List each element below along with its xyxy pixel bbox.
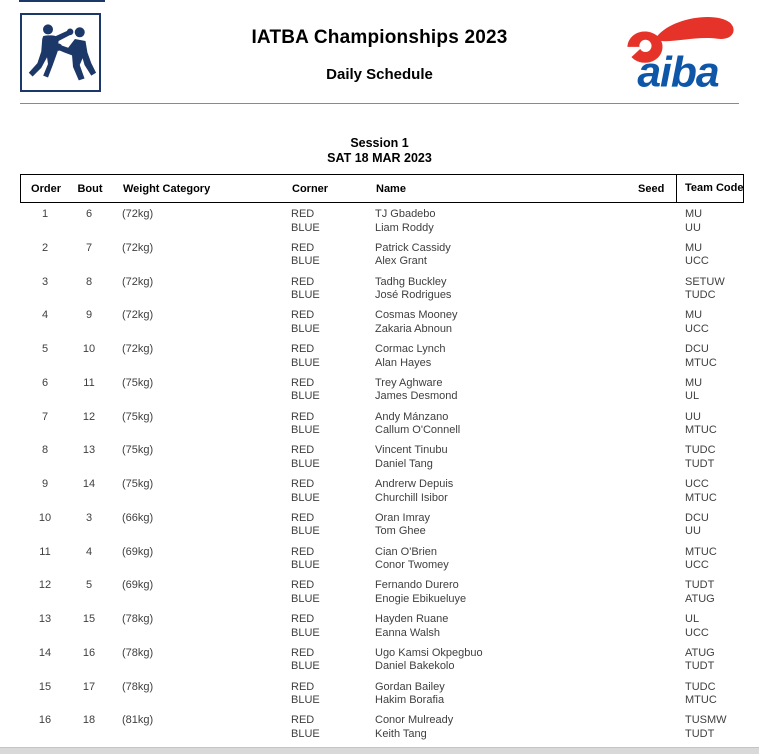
red-corner-label: RED — [291, 511, 315, 524]
red-boxer-name: Tadhg Buckley — [375, 275, 447, 288]
red-boxer-name: Vincent Tinubu — [375, 444, 448, 457]
red-boxer-name: Cian O'Brien — [375, 545, 438, 558]
order-cell: 9 — [41, 478, 49, 490]
table-row — [20, 439, 744, 473]
red-corner-label: RED — [291, 444, 315, 457]
order-cell: 5 — [41, 343, 49, 355]
blue-boxer-name: Alex Grant — [375, 255, 427, 268]
blue-corner-label: BLUE — [291, 491, 320, 504]
blue-corner-label: BLUE — [291, 559, 320, 571]
bout-cell: 4 — [85, 545, 93, 558]
red-team-code: MU — [685, 309, 703, 322]
red-corner-label: RED — [291, 208, 315, 220]
order-cell: 8 — [41, 444, 49, 457]
column-header-team-code: Team Code — [685, 182, 744, 194]
table-row — [20, 271, 744, 305]
blue-corner-label: BLUE — [291, 289, 320, 301]
red-boxer-name: Patrick Cassidy — [375, 241, 451, 254]
blue-corner-label: BLUE — [291, 727, 320, 740]
blue-corner-label: BLUE — [291, 322, 320, 335]
blue-team-code: UCC — [685, 322, 709, 335]
blue-boxer-name: Eanna Walsh — [375, 626, 441, 639]
red-team-code: TUDT — [685, 579, 715, 592]
window-bottom-edge — [0, 747, 759, 754]
order-cell: 7 — [41, 410, 49, 423]
red-boxer-name: Fernando Durero — [375, 579, 459, 592]
blue-team-code: UU — [685, 525, 701, 538]
red-team-code: SETUW — [685, 275, 725, 288]
blue-team-code: TUDT — [685, 727, 715, 740]
red-corner-label: RED — [291, 545, 315, 558]
bout-cell: 5 — [85, 579, 93, 592]
red-corner-label: RED — [291, 579, 315, 592]
session-header — [0, 136, 759, 166]
blue-boxer-name: Liam Roddy — [375, 221, 434, 234]
red-boxer-name: Cosmas Mooney — [375, 309, 458, 322]
table-row — [20, 203, 744, 237]
blue-team-code: UU — [685, 221, 701, 234]
header-divider-line — [20, 103, 739, 104]
table-row — [20, 574, 744, 608]
aiba-logo-icon — [616, 9, 744, 95]
blue-team-code: MTUC — [685, 491, 717, 504]
red-boxer-name: Cormac Lynch — [375, 343, 446, 355]
bout-cell: 15 — [82, 613, 96, 625]
table-row — [20, 709, 744, 743]
bout-cell: 9 — [85, 309, 93, 322]
red-corner-label: RED — [291, 410, 315, 423]
blue-corner-label: BLUE — [291, 592, 320, 605]
order-cell: 15 — [38, 680, 52, 693]
red-corner-label: RED — [291, 343, 315, 355]
order-cell: 12 — [38, 579, 52, 592]
red-boxer-name: Andy Mánzano — [375, 410, 449, 423]
red-boxer-name: Hayden Ruane — [375, 613, 449, 625]
schedule-table — [20, 174, 744, 743]
page-title: IATBA Championships 2023 — [251, 27, 508, 48]
weight-category-cell: (72kg) — [122, 208, 154, 220]
red-boxer-name: TJ Gbadebo — [375, 208, 436, 220]
red-corner-label: RED — [291, 478, 315, 490]
order-cell: 1 — [41, 208, 49, 220]
column-header-name: Name — [376, 182, 406, 195]
column-header-weight-category: Weight Category — [123, 182, 211, 195]
weight-category-cell: (75kg) — [122, 376, 154, 389]
blue-boxer-name: Tom Ghee — [375, 525, 426, 538]
blue-corner-label: BLUE — [291, 626, 320, 639]
weight-category-cell: (72kg) — [122, 309, 154, 322]
blue-boxer-name: Conor Twomey — [375, 559, 449, 571]
aiba-logo — [616, 9, 744, 95]
blue-corner-label: BLUE — [291, 660, 320, 673]
table-row — [20, 541, 744, 575]
red-boxer-name: Gordan Bailey — [375, 680, 445, 693]
table-body — [20, 203, 744, 743]
red-team-code: TUSMW — [685, 714, 727, 727]
weight-category-cell: (75kg) — [122, 478, 154, 490]
red-team-code: MTUC — [685, 545, 717, 558]
blue-corner-label: BLUE — [291, 221, 320, 234]
bout-cell: 3 — [85, 511, 93, 524]
blue-team-code: TUDT — [685, 457, 715, 470]
table-row — [20, 338, 744, 372]
red-corner-label: RED — [291, 613, 315, 625]
red-team-code: DCU — [685, 343, 709, 355]
column-header-bout: Bout — [77, 182, 103, 195]
bout-cell: 14 — [82, 478, 96, 490]
bout-cell: 6 — [85, 208, 93, 220]
blue-team-code: TUDC — [685, 289, 716, 301]
bout-cell: 10 — [82, 343, 96, 355]
bout-cell: 11 — [83, 376, 95, 389]
blue-corner-label: BLUE — [291, 356, 320, 369]
order-cell: 2 — [41, 241, 49, 254]
order-cell: 11 — [39, 545, 51, 558]
blue-corner-label: BLUE — [291, 525, 320, 538]
order-cell: 14 — [38, 646, 52, 659]
red-boxer-name: Oran Imray — [375, 511, 431, 524]
session-title: Session 1 — [350, 136, 409, 150]
table-header-row — [20, 174, 744, 203]
table-row — [20, 507, 744, 541]
blue-boxer-name: Zakaria Abnoun — [375, 322, 453, 335]
blue-boxer-name: Churchill Isibor — [375, 491, 448, 504]
blue-boxer-name: Daniel Tang — [375, 457, 433, 470]
column-header-corner: Corner — [292, 182, 329, 195]
red-boxer-name: Ugo Kamsi Okpegbuo — [375, 646, 483, 659]
red-corner-label: RED — [291, 309, 315, 322]
blue-team-code: MTUC — [685, 356, 717, 369]
table-row — [20, 406, 744, 440]
red-corner-label: RED — [291, 275, 315, 288]
red-boxer-name: Trey Aghware — [375, 376, 443, 389]
bout-cell: 16 — [82, 646, 96, 659]
blue-team-code: MTUC — [685, 694, 717, 706]
red-team-code: UU — [685, 410, 701, 423]
red-corner-label: RED — [291, 714, 315, 727]
weight-category-cell: (75kg) — [122, 410, 154, 423]
blue-team-code: TUDT — [685, 660, 715, 673]
weight-category-cell: (78kg) — [122, 613, 154, 625]
page-subtitle: Daily Schedule — [326, 66, 433, 83]
red-team-code: MU — [685, 208, 703, 220]
weight-category-cell: (78kg) — [122, 680, 154, 693]
weight-category-cell: (75kg) — [122, 444, 154, 457]
blue-boxer-name: Keith Tang — [375, 727, 427, 740]
top-edge-line — [19, 0, 105, 2]
blue-boxer-name: Enogie Ebikueluye — [375, 592, 467, 605]
bout-cell: 7 — [85, 241, 93, 254]
weight-category-cell: (72kg) — [122, 241, 154, 254]
weight-category-cell: (69kg) — [122, 579, 154, 592]
table-row — [20, 473, 744, 507]
red-team-code: MU — [685, 376, 703, 389]
blue-corner-label: BLUE — [291, 390, 320, 403]
red-corner-label: RED — [291, 646, 315, 659]
red-team-code: UCC — [685, 478, 709, 490]
red-corner-label: RED — [291, 680, 315, 693]
order-cell: 13 — [38, 613, 52, 625]
bout-cell: 8 — [85, 275, 93, 288]
red-team-code: DCU — [685, 511, 709, 524]
column-header-order: Order — [31, 182, 61, 195]
order-cell: 3 — [41, 275, 49, 288]
blue-boxer-name: Hakim Borafia — [375, 694, 445, 706]
weight-category-cell: (66kg) — [122, 511, 154, 524]
order-cell: 6 — [41, 376, 49, 389]
table-row — [20, 608, 744, 642]
table-row — [20, 372, 744, 406]
blue-boxer-name: José Rodrigues — [375, 289, 452, 301]
session-date: SAT 18 MAR 2023 — [327, 151, 432, 165]
red-team-code: ATUG — [685, 646, 715, 659]
blue-boxer-name: Daniel Bakekolo — [375, 660, 455, 673]
blue-boxer-name: James Desmond — [375, 390, 458, 403]
order-cell: 4 — [41, 309, 49, 322]
bout-cell: 18 — [82, 714, 96, 727]
blue-team-code: MTUC — [685, 424, 717, 436]
table-row — [20, 304, 744, 338]
weight-category-cell: (81kg) — [122, 714, 154, 727]
blue-boxer-name: Alan Hayes — [375, 356, 432, 369]
red-boxer-name: Andrerw Depuis — [375, 478, 454, 490]
blue-team-code: UCC — [685, 559, 709, 571]
blue-corner-label: BLUE — [291, 424, 320, 436]
table-row — [20, 642, 744, 676]
bout-cell: 12 — [82, 410, 96, 423]
red-team-code: MU — [685, 241, 703, 254]
blue-team-code: UCC — [685, 255, 709, 268]
order-cell: 16 — [38, 714, 52, 727]
table-row — [20, 237, 744, 271]
bout-cell: 17 — [82, 680, 96, 693]
bout-cell: 13 — [82, 444, 96, 457]
weight-category-cell: (69kg) — [122, 545, 154, 558]
table-row — [20, 676, 744, 710]
column-header-seed: Seed — [638, 182, 665, 195]
blue-team-code: UL — [685, 390, 700, 403]
blue-corner-label: BLUE — [291, 255, 320, 268]
red-team-code: UL — [685, 613, 700, 625]
blue-boxer-name: Callum O'Connell — [375, 424, 461, 436]
blue-corner-label: BLUE — [291, 694, 320, 706]
red-corner-label: RED — [291, 376, 315, 389]
weight-category-cell: (72kg) — [122, 343, 154, 355]
aiba-wordmark: aiba — [637, 48, 719, 95]
blue-team-code: UCC — [685, 626, 709, 639]
header-column-divider — [676, 175, 677, 202]
weight-category-cell: (78kg) — [122, 646, 154, 659]
red-team-code: TUDC — [685, 680, 716, 693]
red-team-code: TUDC — [685, 444, 716, 457]
red-corner-label: RED — [291, 241, 315, 254]
weight-category-cell: (72kg) — [122, 275, 154, 288]
blue-team-code: ATUG — [685, 592, 715, 605]
blue-corner-label: BLUE — [291, 457, 320, 470]
order-cell: 10 — [38, 511, 52, 524]
red-boxer-name: Conor Mulready — [375, 714, 454, 727]
